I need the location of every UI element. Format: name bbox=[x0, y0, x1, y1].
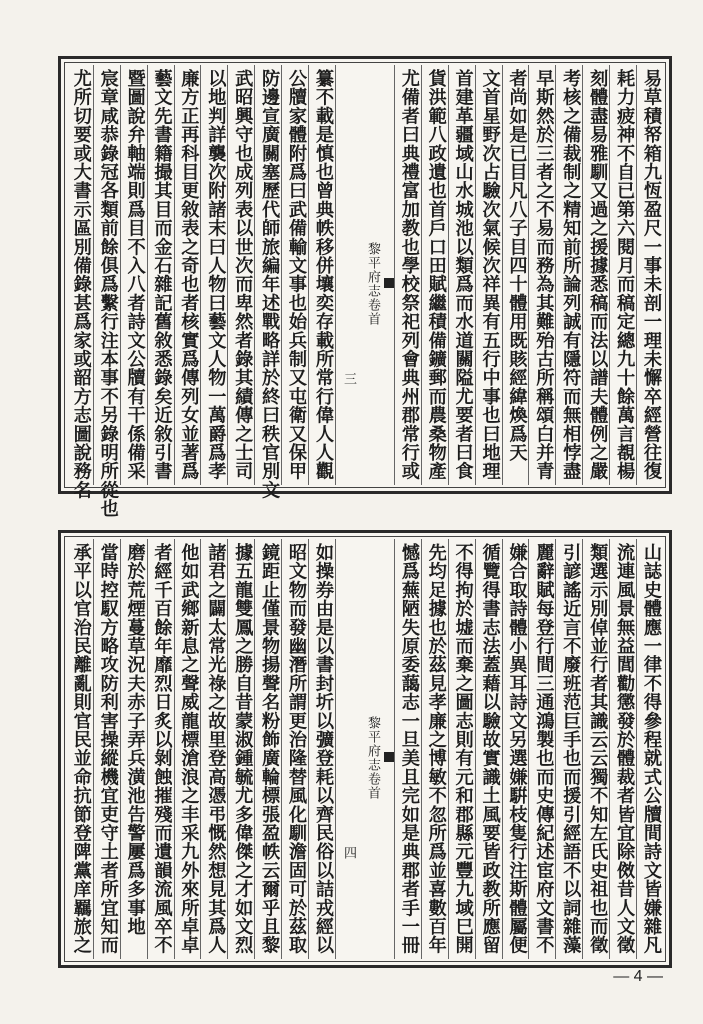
page-gutter bbox=[335, 539, 394, 959]
text-column: 早斯然於三者之不易而務為其難殆古所稱頌白并青 bbox=[528, 65, 555, 485]
text-column: 者經千百餘年靡烈日炙以剝蝕摧殘而遺韻流風卒不 bbox=[147, 539, 174, 959]
text-column: 者尚如是已目凡八子目四十體用既賅經緯煥爲天 bbox=[502, 65, 529, 485]
bottom-page-columns bbox=[67, 539, 663, 959]
text-column: 宸章咸恭錄冠各類前餘俱爲繫行注本事不另錄明所從也 bbox=[93, 65, 120, 485]
text-column: 易草積帑箱九恆盈尺一事未剖一理未懈卒經營往復 bbox=[636, 65, 663, 485]
text-column: 藝文先書籍撮其目而金石雜記舊敘悉錄矣近敘引書 bbox=[147, 65, 174, 485]
text-column: 公牘家體附爲曰武備輸文事也始兵制又屯衛又保甲 bbox=[281, 65, 308, 485]
text-column: 他如武鄉新息之聲威龍標滄浪之丰采九外來所卓卓 bbox=[174, 539, 201, 959]
text-column: 先均足據也於茲見孝廉之博敏不忽所爲並喜數百年 bbox=[421, 539, 448, 959]
text-column: 山誌史體應一律不得參程就式公牘間詩文皆嫌雜凡 bbox=[636, 539, 663, 959]
text-column: 麗辭賦每登行間三通鴻製也而史傳紀述宦府文書不 bbox=[528, 539, 555, 959]
text-column: 昭文物而發幽潛所謂更治隆替風化馴澹固可於茲取 bbox=[281, 539, 308, 959]
text-column: 耗力疲神不自已第六閱月而稿定總九十餘萬言覩楊 bbox=[609, 65, 636, 485]
fishtail-mark-icon bbox=[384, 752, 394, 762]
text-column: 防邊宣廣關塞歷代師旅編年述戰略詳於終曰秩官別文 bbox=[254, 65, 281, 485]
text-column: 廉方正再科目更敘表之奇也者核實爲傳列女並著爲 bbox=[174, 65, 201, 485]
text-column: 鏡距止僅景物揚聲名粉飾廣輪標張盈帙云爾乎且黎 bbox=[254, 539, 281, 959]
fishtail-mark-icon bbox=[384, 278, 394, 288]
text-column: 貨洪範八政遺也首戶口田賦繼積備鑛郵而農桑物產 bbox=[421, 65, 448, 485]
text-column: 纂不載是慎也曾典帙移併壤奕存載所常行偉人人觀 bbox=[308, 65, 335, 485]
text-column: 當時控馭方略攻防利害操縱機宜吏守土者所宜知而 bbox=[93, 539, 120, 959]
top-page-panel bbox=[58, 56, 672, 518]
gutter-title: 黎平府志卷首 bbox=[364, 242, 380, 326]
text-column: 首建革疆域山水城池以類爲而水道關隘尤要者曰食 bbox=[448, 65, 475, 485]
gutter-title: 黎平府志卷首 bbox=[364, 716, 380, 800]
text-column: 諸君之闢太常光祿之故里登高憑弔慨然想見其爲人 bbox=[200, 539, 227, 959]
text-column: 尤所切要或大書示區別備錄甚爲家或韶方志圖說務名 bbox=[70, 69, 92, 500]
text-column: 不得拘於墟而棄之圖志則有元和郡縣元豐九域巳開 bbox=[448, 539, 475, 959]
text-column: 磨於荒煙蔓草況夫赤子弄兵潢池告警屢爲多事地 bbox=[120, 539, 147, 959]
text-column: 如操券由是以書封圻以彍登耗以齊民俗以詰戎經以 bbox=[308, 539, 335, 959]
text-column: 引諺謠近言不廢班范巨手也而援引經語不以詞雜藻 bbox=[555, 539, 582, 959]
text-column: 暨圖說弁軸端則爲目不入八者詩文公牘有干係備采 bbox=[120, 65, 147, 485]
text-column: 循覽得書志法蓋藉以驗故實識土風要皆政教所應留 bbox=[475, 539, 502, 959]
page-number: — 4 — bbox=[613, 968, 663, 985]
text-column: 武昭興守也成列表以世次而卑然者錄其績傳之士司 bbox=[227, 65, 254, 485]
text-column: 尤備者曰典禮富加教也學校祭祀列會典州郡常行或 bbox=[394, 65, 421, 485]
gutter-page-number: 三 bbox=[340, 371, 356, 385]
text-column: 考核之備裁制之精知前所論列誠有隱符而無相悖盡 bbox=[555, 65, 582, 485]
text-column: 刻體盡易雅馴又過之援據悉稿而法以譜夫體例之嚴 bbox=[582, 65, 609, 485]
text-column: 據五龍雙鳳之勝自昔蒙淑鍾毓尤多偉傑之才如文烈 bbox=[227, 539, 254, 959]
text-column: 承平以官治民離亂則官民並命抗節登陴黨庠羈旅之 bbox=[70, 543, 92, 955]
bottom-page-panel bbox=[58, 530, 672, 968]
text-column: 嫌合取詩體小異耳詩文另選嫌騈枝隻行注斯體屬便 bbox=[502, 539, 529, 959]
text-column: 以地判詳襲次附諸末曰人物曰藝文人物一萬爵爲孝 bbox=[200, 65, 227, 485]
page-gutter bbox=[335, 65, 394, 485]
text-column: 流連風景無益閭勸懲發於體裁者皆宜除傚昔人文徵 bbox=[609, 539, 636, 959]
text-column: 類選示別倬並行者其識云云獨不知左氏史祖也而徵 bbox=[582, 539, 609, 959]
gutter-page-number: 四 bbox=[340, 845, 356, 859]
text-column: 文首星野次占驗次氣候次祥異有五行中事也曰地理 bbox=[475, 65, 502, 485]
text-column: 憾爲蕪陋失原委藹志一旦美且完如是典郡者手一冊 bbox=[394, 539, 421, 959]
top-page-columns bbox=[67, 65, 663, 518]
